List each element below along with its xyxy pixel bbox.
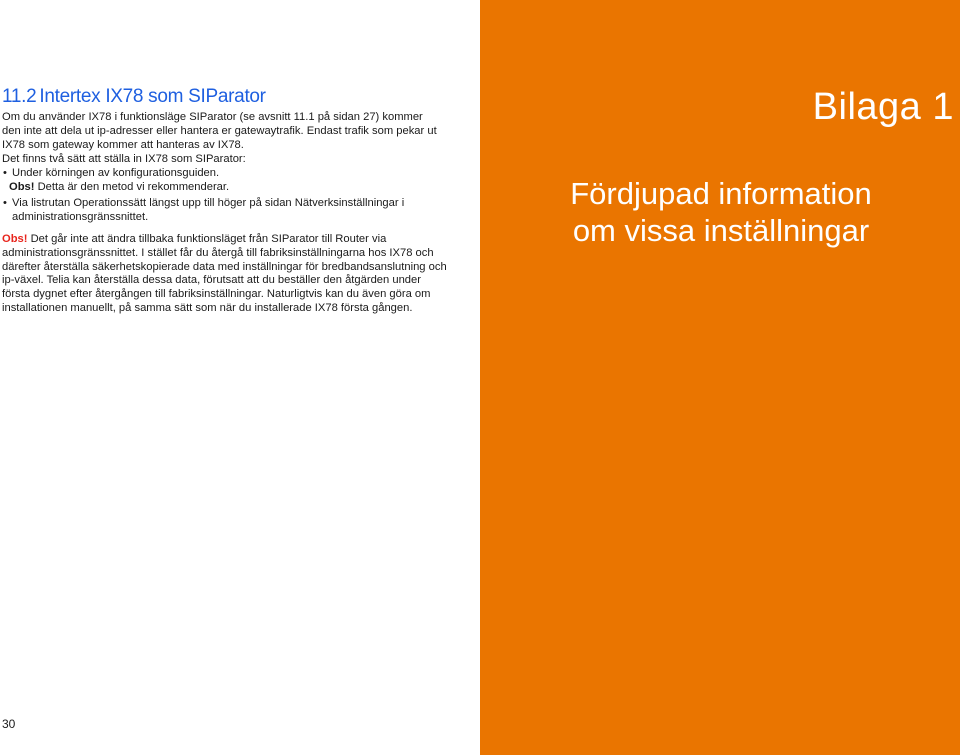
page-number: 30	[2, 717, 16, 731]
appendix-title: Bilaga 1	[812, 86, 954, 128]
subtitle-line-1: Fördjupad information	[570, 176, 872, 211]
appendix-subtitle	[486, 175, 956, 249]
method-list-2	[2, 197, 447, 225]
warning-paragraph	[2, 233, 447, 316]
subtitle-line-2: om vissa inställningar	[572, 213, 870, 248]
section-title: Intertex IX78 som SIParator	[39, 86, 266, 107]
recommendation-note	[9, 181, 229, 195]
intro-paragraph: Om du använder IX78 i funktionsläge SIParator (se avsnitt 11.1 på sidan 27) kommer den inte att dela ut ip-adresser eller hantera er gatewaytrafik. Endast trafik som pekar ut IX78 som gateway kommer att hanteras av IX78.	[2, 111, 437, 151]
list-item: • Via listrutan Operationssätt längst upp till höger på sidan Nätverksinställningar i administrationsgränssnittet.	[2, 197, 447, 225]
obs-label: Obs!	[9, 181, 35, 193]
appendix-cover	[480, 0, 960, 755]
list-item: • Under körningen av konfigurationsguiden.	[2, 167, 447, 181]
section-heading	[2, 86, 266, 108]
obs-text: Detta är den metod vi rekommenderar.	[34, 181, 230, 193]
method-list-1	[2, 167, 447, 181]
methods-paragraph: Det finns två sätt att ställa in IX78 som SIParator:	[2, 153, 246, 165]
section-number: 11.2	[2, 86, 37, 107]
warning-text: Det går inte att ändra tillbaka funktionsläget från SIParator till Router via administrationsgränssnittet. I stället får du återgå till fabriksinställningarna hos IX78 och därefter återställa säkerhetskopierade data med inställningar för bredbandsanslutning och ip-växel. Telia kan återställa dessa data, förutsatt att du beställer den åtgärden under första dygnet efter återgången till fabriksinställningar. Naturligtvis kan du även göra om installationen manuellt, på samma sätt som när du installerade IX78 första gången.	[2, 233, 447, 314]
obs-warning-label: Obs!	[2, 233, 28, 245]
